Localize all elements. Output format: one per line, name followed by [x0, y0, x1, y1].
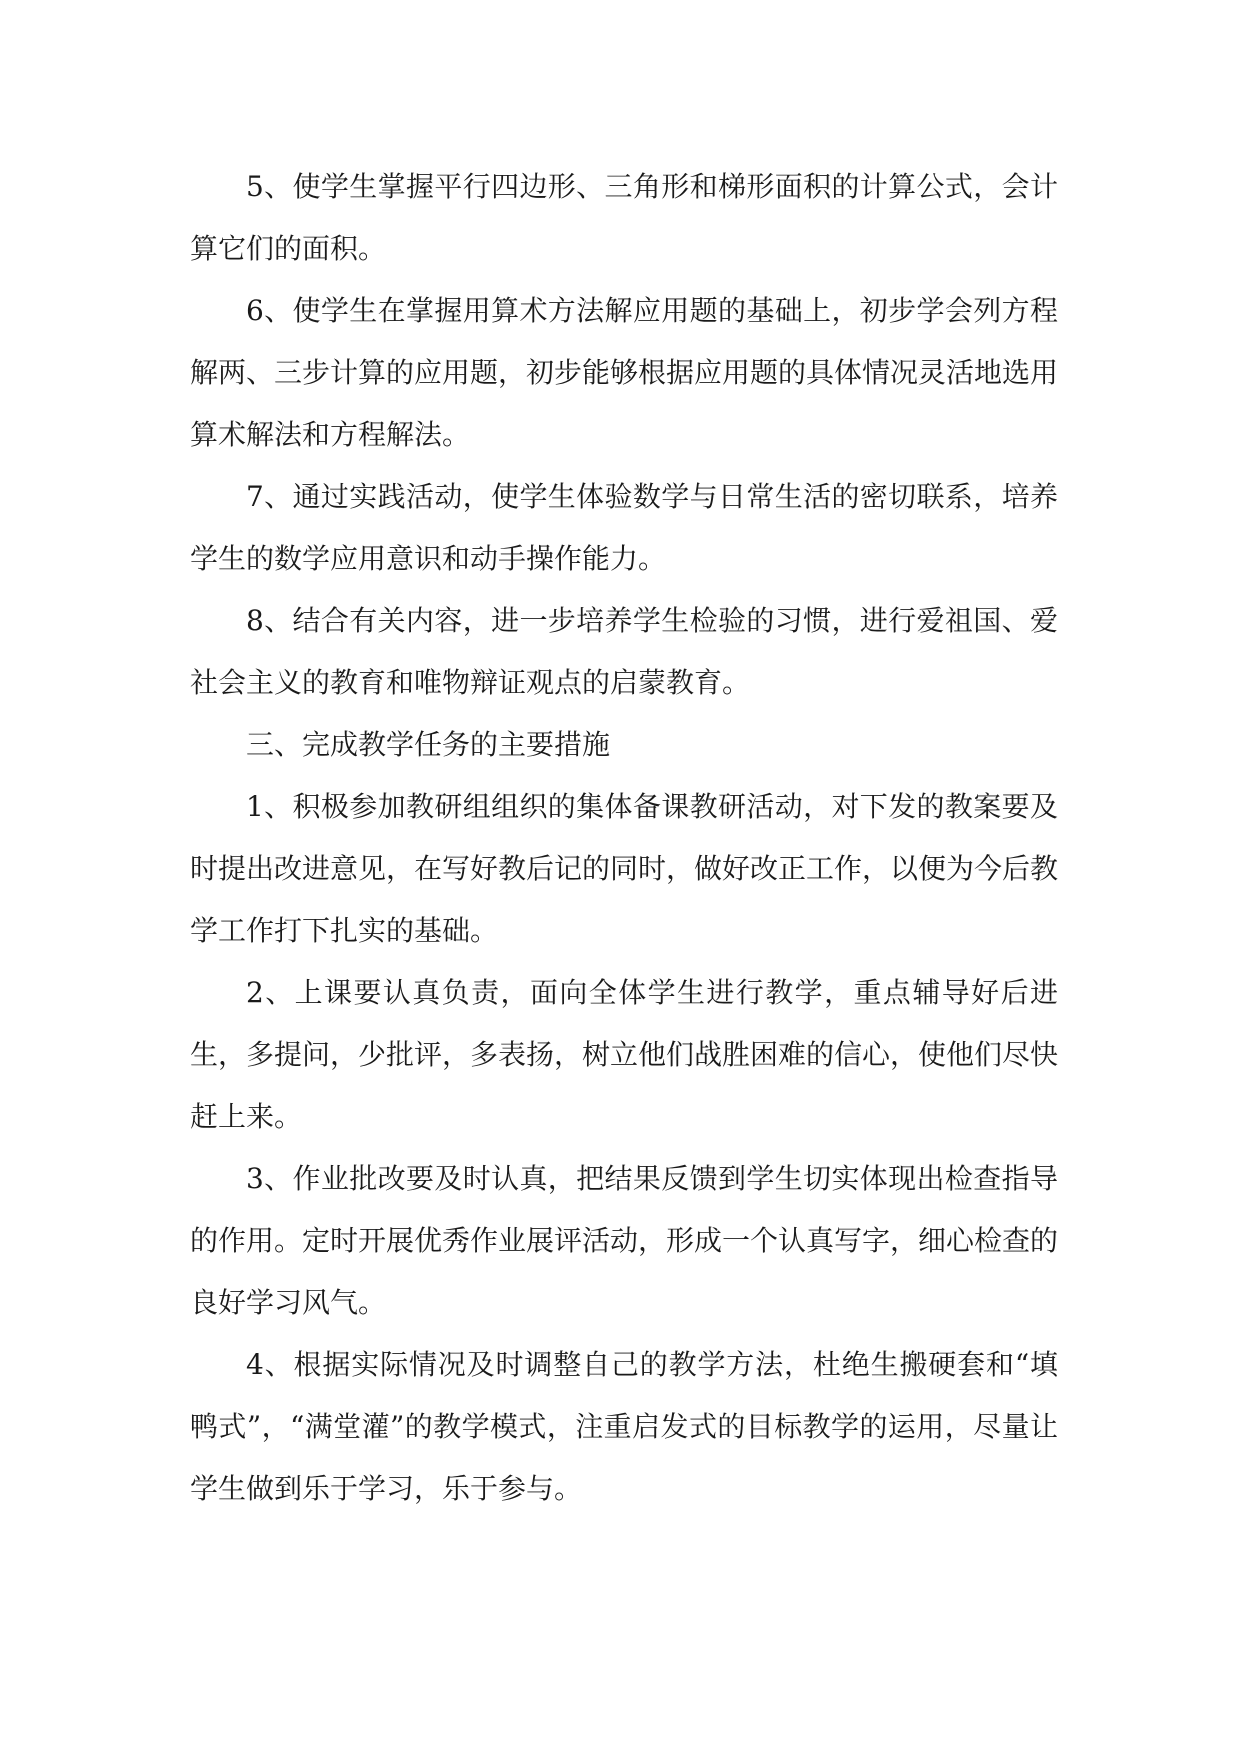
paragraph-measure-4: 4、根据实际情况及时调整自己的教学方法，杜绝生搬硬套和“填鸭式”，“满堂灌”的教学模式，注重启发式的目标教学的运用，尽量让学生做到乐于学习，乐于参与。 [190, 1348, 1058, 1505]
document-body [190, 156, 1058, 1520]
paragraph-objective-7: 7、通过实践活动，使学生体验数学与日常生活的密切联系，培养学生的数学应用意识和动手操作能力。 [190, 480, 1058, 575]
section-heading-measures: 三、完成教学任务的主要措施 [246, 728, 611, 761]
paragraph-measure-2: 2、上课要认真负责，面向全体学生进行教学，重点辅导好后进生，多提问，少批评，多表扬，树立他们战胜困难的信心，使他们尽快赶上来。 [190, 976, 1059, 1133]
paragraph-objective-5: 5、使学生掌握平行四边形、三角形和梯形面积的计算公式，会计算它们的面积。 [190, 170, 1058, 265]
paragraph-measure-1: 1、积极参加教研组组织的集体备课教研活动，对下发的教案要及时提出改进意见，在写好教后记的同时，做好改正工作，以便为今后教学工作打下扎实的基础。 [190, 790, 1059, 947]
paragraph-measure-3: 3、作业批改要及时认真，把结果反馈到学生切实体现出检查指导的作用。定时开展优秀作业展评活动，形成一个认真写字，细心检查的良好学习风气。 [190, 1162, 1059, 1319]
paragraph-objective-6: 6、使学生在掌握用算术方法解应用题的基础上，初步学会列方程解两、三步计算的应用题，初步能够根据应用题的具体情况灵活地选用算术解法和方程解法。 [190, 294, 1059, 451]
paragraph-objective-8: 8、结合有关内容，进一步培养学生检验的习惯，进行爱祖国、爱社会主义的教育和唯物辩证观点的启蒙教育。 [190, 604, 1058, 699]
